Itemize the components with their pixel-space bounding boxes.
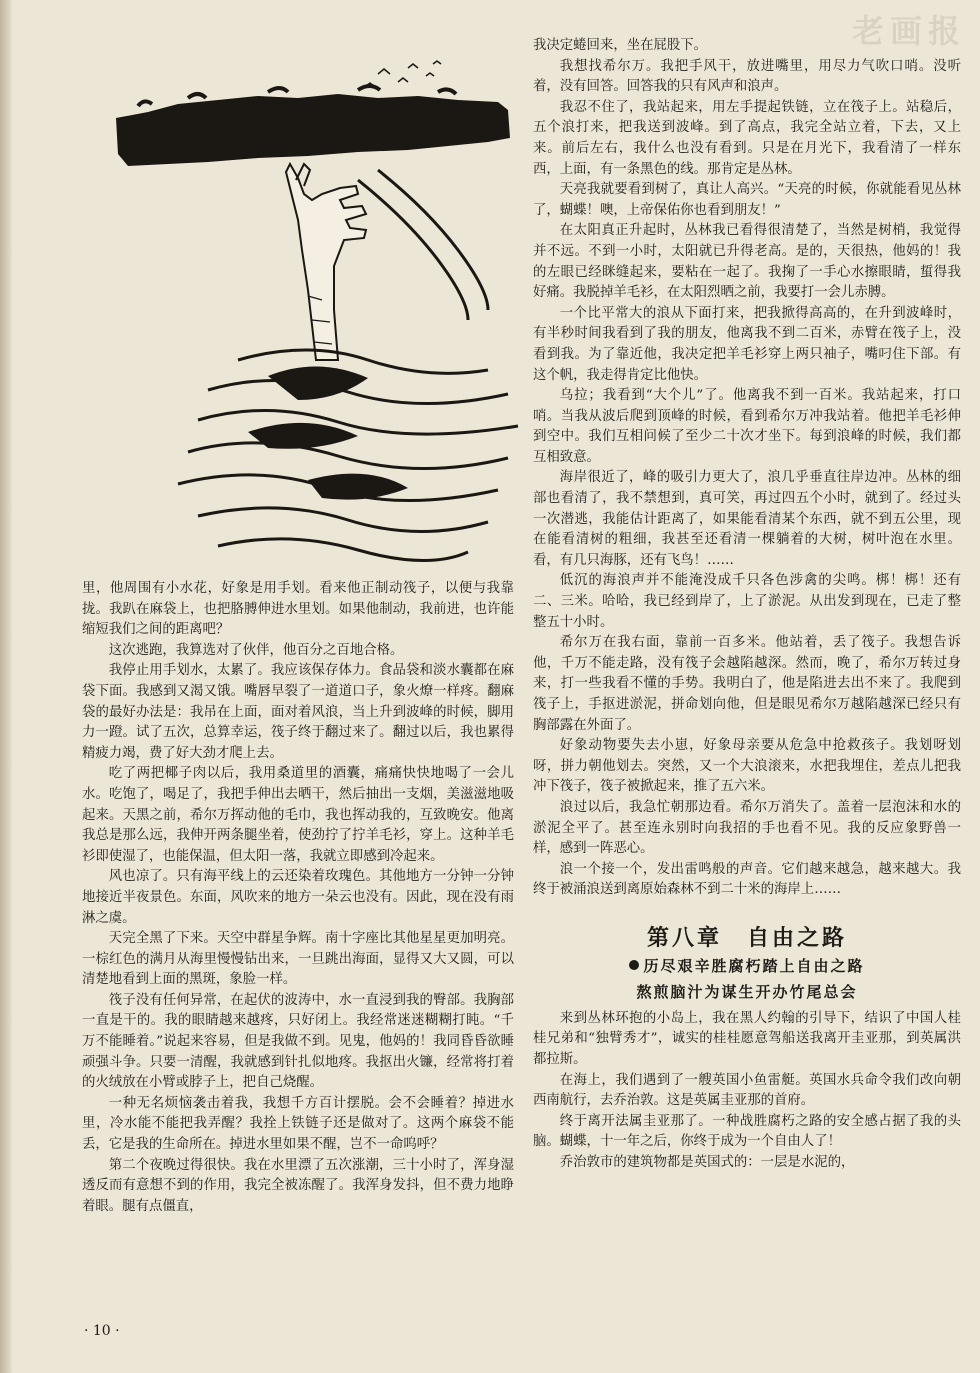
paragraph: 吃了两把椰子肉以后，我用桑道里的酒囊，痛痛快快地喝了一会儿水。吃饱了，喝足了，我把手伸出去晒干，然后抽出一支烟，美滋滋地吸起来。天黑之前，希尔万挥动他的毛巾，我也挥动我的，互致晚安。他离我总是那么远，我伸开两条腿坐着，使劲拧了拧羊毛衫，穿上。这种羊毛衫即使湿了，也能保温，但太阳一落，我就立即感到冷起来。 (82, 766, 514, 864)
paragraph: 终于离开法属圭亚那了。一种战胜腐朽之路的安全感占据了我的头脑。蝴蝶，十一年之后，你终于成为一个自由人了！ (533, 1113, 961, 1150)
watermark: 老画报 (851, 12, 966, 50)
paragraph: 来到丛林环抱的小岛上，我在黑人约翰的引导下，结识了中国人桂桂兄弟和“独臂秀才”，诚实的桂桂愿意驾船送我离开圭亚那，到英属洪都拉斯。 (533, 1010, 961, 1067)
paragraph: 乌拉；我看到“大个儿”了。他离我不到一百米。我站起来，打口哨。当我从波后爬到顶峰的时候，看到希尔万冲我站着。他把羊毛衫伸到空中。我们互相问候了至少二十次才坐下。每到浪峰的时候，我们都互相致意。 (533, 388, 961, 465)
paragraph: 好象动物要失去小崽，好象母亲要从危急中抢救孩子。我划呀划呀，拼力朝他划去。突然，又一个大浪滚来，水把我埋住，差点儿把我冲下筏子，筏子被掀起来，推了五六米。 (533, 738, 961, 795)
paragraph: 乔治敦市的建筑物都是英国式的：一层是水泥的， (559, 1154, 855, 1170)
chapter-subtitle: 熬煎脑汁为谋生开办竹尾总会 (636, 983, 858, 1002)
paragraph: 浪过以后，我急忙朝那边看。希尔万消失了。盖着一层泡沫和水的淤泥全平了。甚至连永别时向我招的手也看不见。我的反应象野兽一样，感到一阵恶心。 (533, 799, 961, 857)
chapter-subtitle (533, 956, 961, 977)
left-column-text (82, 579, 514, 1217)
paragraph: 这次逃跑，我算选对了伙伴，他百分之百地合格。 (108, 642, 404, 658)
paragraph: 我停止用手划水，太累了。我应该保存体力。食品袋和淡水囊都在麻袋下面。我感到又渴又饿。嘴唇早裂了一道道口子，象火燎一样疼。翻麻袋的最好办法是：我吊在上面，面对着风浪，当上升到波峰的时候，脚用力一蹬。试了五次，总算幸运，筏子终于翻过来了。翻过以后，我也累得精疲力竭，费了好大劲才爬上去。 (82, 663, 514, 761)
page-edge (0, 0, 12, 1373)
paragraph: 风也凉了。只有海平线上的云还染着玫瑰色。其他地方一分钟一分钟地接近半夜景色。东面，风吹来的地方一朵云也没有。因此，现在没有雨淋之虞。 (82, 869, 514, 926)
right-column-text (533, 36, 961, 1173)
paragraph: 一种无名烦恼袭击着我，我想千方百计摆脱。会不会睡着？掉进水里，冷水能不能把我弄醒？我拴上铁链子还是做对了。这两个麻袋不能丢，它是我的生命所在。掉进水里如果不醒，岂不一命呜呼？ (82, 1095, 514, 1153)
paragraph: 筏子没有任何异常，在起伏的波涛中，水一直浸到我的臀部。我胸部一直是干的。我的眼睛越来越疼，只好闭上。我经常迷迷糊糊打盹。“千万不能睡着。”说起来容易，但是我做不到。见鬼，他妈的！我同昏昏欲睡顽强斗争。只要一清醒，我就感到针扎似地疼。我抠出火镰，经常将打着的火绒放在小臂或脖子上，把自己烧醒。 (82, 992, 514, 1091)
bullet-icon (629, 960, 639, 970)
paragraph: 我想找希尔万。我把手风干，放进嘴里，用尽力气吹口哨。没听着，没有回答。回答我的只有风声和浪声。 (533, 58, 961, 95)
paragraph: 希尔万在我右面，靠前一百多米。他站着，丢了筏子。我想告诉他，千万不能走路，没有筏子会越陷越深。然而，晚了，希尔万转过身来，打一些我看不懂的手势。我明白了，他是陷进去出不来了。我爬到筏子上，手抠进淤泥，拼命划向他，但是眼见希尔万越陷越深已经只有胸部露在外面了。 (533, 635, 961, 733)
chapter-subtitle-text: 历尽艰辛胜腐朽踏上自由之路 (643, 956, 865, 975)
paragraph: 里，他周围有小水花，好象是用手划。看来他正制动筏子，以便与我靠拢。我趴在麻袋上，也把胳膊伸进水里划。如果他制动，我前进，也许能缩短我们之间的距离吧？ (82, 581, 514, 638)
chapter-heading (533, 925, 961, 1003)
paragraph: 我决定蜷回来，坐在屁股下。 (533, 38, 708, 53)
drowning-hand-illustration (108, 60, 528, 570)
paragraph: 在太阳真正升起时，丛林我已看得很清楚了，当然是树梢，我觉得并不远。不到一小时，太阳就已升得老高。是的，天很热，他妈的！我的左眼已经眯缝起来，要粘在一起了。我掬了一手心水擦眼睛，蜇得我好痛。我脱掉羊毛衫，在太阳烈晒之前，我要打一会儿赤膊。 (533, 223, 961, 301)
paragraph: 在海上，我们遇到了一艘英国小鱼雷艇。英国水兵命令我们改向朝西南航行，去乔治敦。这是英属圭亚那的首府。 (533, 1072, 961, 1109)
paragraph: 天完全黑了下来。天空中群星争辉。南十字座比其他星星更加明亮。一棕红色的满月从海里慢慢钻出来，一旦跳出海面，显得又大又圆，可以清楚地看到上面的黑斑，象脸一样。 (82, 931, 514, 988)
paragraph: 浪一个接一个，发出雷鸣般的声音。它们越来越急，越来越大。我终于被涌浪送到离原始森林不到二十米的海岸上…… (533, 861, 961, 898)
paragraph: 我忍不住了，我站起来，用左手提起铁链，立在筏子上。站稳后，五个浪打来，把我送到波峰。到了高点，我完全站立着，下去，又上来。前后左右，我什么也没有看到。只是在月光下，我看清了一样东西，上面，有一条黑色的线。那肯定是丛林。 (533, 99, 961, 177)
page-number: · 10 · (84, 1323, 120, 1339)
paragraph: 天亮我就要看到树了，真让人高兴。“天亮的时候，你就能看见丛林了，蝴蝶！噢，上帝保佑你也看到朋友！” (533, 182, 961, 218)
paragraph: 海岸很近了，峰的吸引力更大了，浪几乎垂直往岸边冲。丛林的细部也看清了，我不禁想到，真可笑，再过四五个小时，就到了。经过头一次潜逃，我能估计距离了，如果能看清某个东西，就不到五公里，现在能看清树的粗细，我甚至还看清一棵躺着的大树，树叶泡在水里。看，有几只海豚，还有飞鸟！…… (533, 470, 961, 568)
chapter-title: 第八章 自由之路 (646, 925, 847, 951)
paragraph: 低沉的海浪声并不能淹没成千只各色涉禽的尖鸣。梆！梆！还有二、三米。哈哈，我已经到岸了，上了淤泥。从出发到现在，已走了整整五十小时。 (533, 573, 961, 630)
paragraph: 第二个夜晚过得很快。我在水里漂了五次涨潮，三十小时了，浑身湿透反而有意想不到的作用，我完全被冻醒了。我浑身发抖，但不费力地睁着眼。腿有点僵直， (82, 1157, 514, 1214)
paragraph: 一个比平常大的浪从下面打来，把我掀得高高的，在升到波峰时，有半秒时间我看到了我的朋友，他离我不到二百米，赤臂在筏子上，没看到我。为了靠近他，我决定把羊毛衫穿上两只袖子，嘴叼住下部。有这个帆，我走得肯定比他快。 (533, 305, 961, 383)
